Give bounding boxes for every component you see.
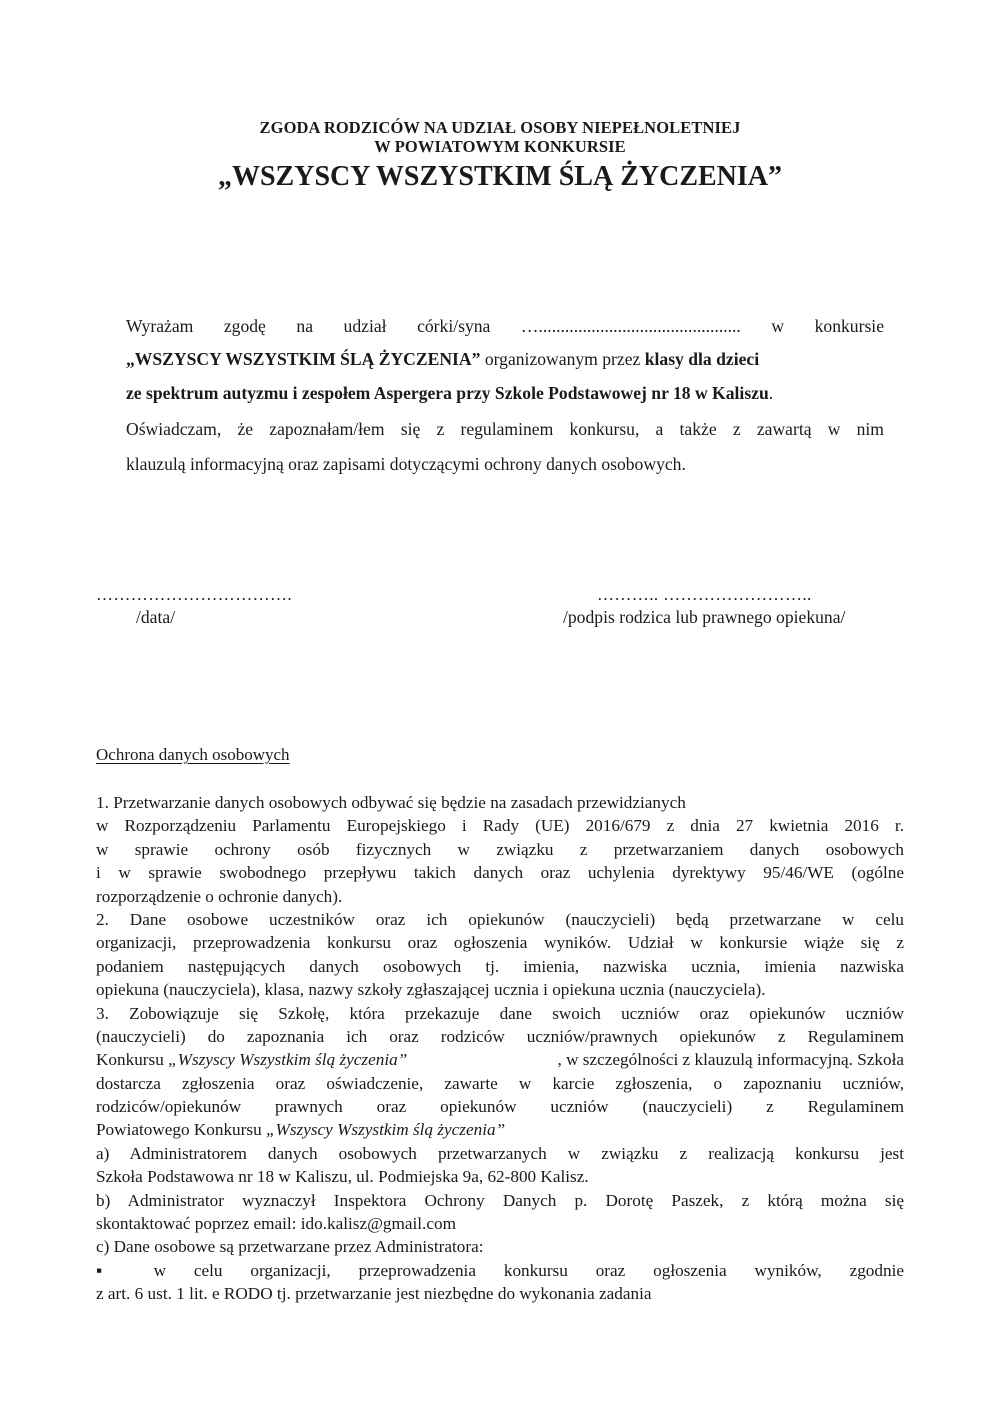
text-fragment (96, 1048, 407, 1071)
text-fragment: Konkursu (96, 1050, 169, 1070)
signature-label: /podpis rodzica lub prawnego opiekuna/ (563, 607, 846, 627)
word: w (771, 316, 785, 336)
header-line-1: ZGODA RODZICÓW NA UDZIAŁ OSOBY NIEPEŁNOLETNIEJ (259, 118, 741, 137)
body-line: c) Dane osobowe są przetwarzane przez Administratora: (96, 1237, 484, 1257)
consent-line-5: klauzulą informacyjną oraz zapisami dotyczącymi ochrony danych osobowych. (126, 454, 686, 474)
body-line: w sprawie ochrony osób fizycznych w związku z przetwarzaniem danych osobowych (96, 839, 904, 859)
body-line: (nauczycieli) do zapoznania ich oraz rodziców uczniów/prawnych opiekunów z Regulaminem (96, 1026, 904, 1046)
body-line: Szkoła Podstawowa nr 18 w Kaliszu, ul. Podmiejska 9a, 62-800 Kalisz. (96, 1167, 589, 1187)
word: Wyrażam (126, 316, 194, 336)
body-line: opiekuna (nauczyciela), klasa, nazwy szkoły zgłaszającej ucznia i opiekuna ucznia (nauczyciela). (96, 980, 766, 1000)
bullet-line: ▪ w celu organizacji, przeprowadzenia konkursu oraz ogłoszenia wyników, zgodnie (96, 1260, 904, 1280)
document-header (0, 118, 1000, 194)
word: konkursie (814, 316, 884, 336)
body-line: organizacji, przeprowadzenia konkursu oraz ogłoszenia wyników. Udział w konkursie wiąże się z (96, 933, 904, 953)
body-line: 1. Przetwarzanie danych osobowych odbywać się będzie na zasadach przewidzianych (96, 793, 686, 812)
consent-line-4: Oświadczam, że zapoznałam/łem się z regulaminem konkursu, a także z zawartą w nim (126, 419, 884, 439)
body-line: rodziców/opiekunów prawnych oraz opiekunów uczniów (nauczycieli) z Regulaminem (96, 1097, 904, 1117)
body-line-konkursu (96, 1048, 904, 1071)
date-field-line[interactable]: ……………………………. (96, 585, 293, 604)
period: . (768, 383, 774, 403)
body-line: w Rozporządzeniu Parlamentu Europejskiego i Rady (UE) 2016/679 z dnia 27 kwietnia 2016 r. (96, 816, 904, 836)
consent-line-1 (126, 316, 884, 337)
organizer-bold: klasy dla dzieci (644, 349, 760, 369)
contest-name-italic: „Wszyscy Wszystkim ślą życzenia” (168, 1050, 408, 1070)
contest-name-bold: „WSZYSCY WSZYSTKIM ŚLĄ ŻYCZENIA” (126, 349, 481, 369)
body-line: z art. 6 ust. 1 lit. e RODO tj. przetwarzanie jest niezbędne do wykonania zadania (96, 1284, 652, 1304)
body-line: a) Administratorem danych osobowych przetwarzanych w związku z realizacją konkursu jest (96, 1143, 904, 1163)
data-protection-body (96, 791, 904, 1306)
word: udział (343, 316, 387, 336)
word: zgodę (223, 316, 266, 336)
word: córki/syna (417, 316, 491, 336)
word: na (296, 316, 314, 336)
consent-line-2 (126, 349, 884, 370)
body-line: 2. Dane osobowe uczestników oraz ich opiekunów (nauczycieli) będą przetwarzane w celu (96, 909, 904, 929)
data-protection-title: Ochrona danych osobowych (96, 745, 290, 764)
text-fragment: Powiatowego Konkursu (96, 1120, 266, 1140)
body-line: i w sprawie swobodnego przepływu takich danych oraz uchylenia dyrektywy 95/46/WE (ogólne (96, 863, 904, 883)
body-line: podaniem następujących danych osobowych tj. imienia, nazwiska ucznia, imienia nazwiska (96, 956, 904, 976)
header-line-2: W POWIATOWYM KONKURSIE (374, 137, 626, 156)
organized-by-text: organizowanym przez (480, 349, 645, 369)
date-label: /data/ (136, 607, 176, 627)
body-line: 3. Zobowiązuje się Szkołę, która przekazuje dane swoich uczniów oraz opiekunów uczniów (96, 1003, 904, 1023)
text-fragment: , w szczególności z klauzulą informacyjną. Szkoła (557, 1050, 904, 1070)
consent-line-3 (126, 383, 884, 404)
contest-name-italic: „Wszyscy Wszystkim ślą życzenia” (265, 1120, 506, 1140)
body-line-powiatowego (96, 1118, 904, 1141)
organizer-school-bold: ze spektrum autyzmu i zespołem Aspergera przy Szkole Podstawowej nr 18 w Kaliszu (126, 383, 769, 403)
signature-field-line[interactable]: ……….. …………………….. (597, 585, 812, 604)
contest-title: „WSZYSCY WSZYSTKIM ŚLĄ ŻYCZENIA” (217, 161, 783, 192)
body-line: dostarcza zgłoszenia oraz oświadczenie, zawarte w karcie zgłoszenia, o zapoznaniu uczniów, (96, 1073, 904, 1093)
child-name-blank[interactable]: ….............................................. (520, 316, 741, 336)
body-line: rozporządzenie o ochronie danych). (96, 886, 343, 906)
email-line: skontaktować poprzez email: ido.kalisz@gmail.com (96, 1214, 456, 1234)
body-line: b) Administrator wyznaczył Inspektora Ochrony Danych p. Dorotę Paszek, z którą można się (96, 1190, 904, 1210)
